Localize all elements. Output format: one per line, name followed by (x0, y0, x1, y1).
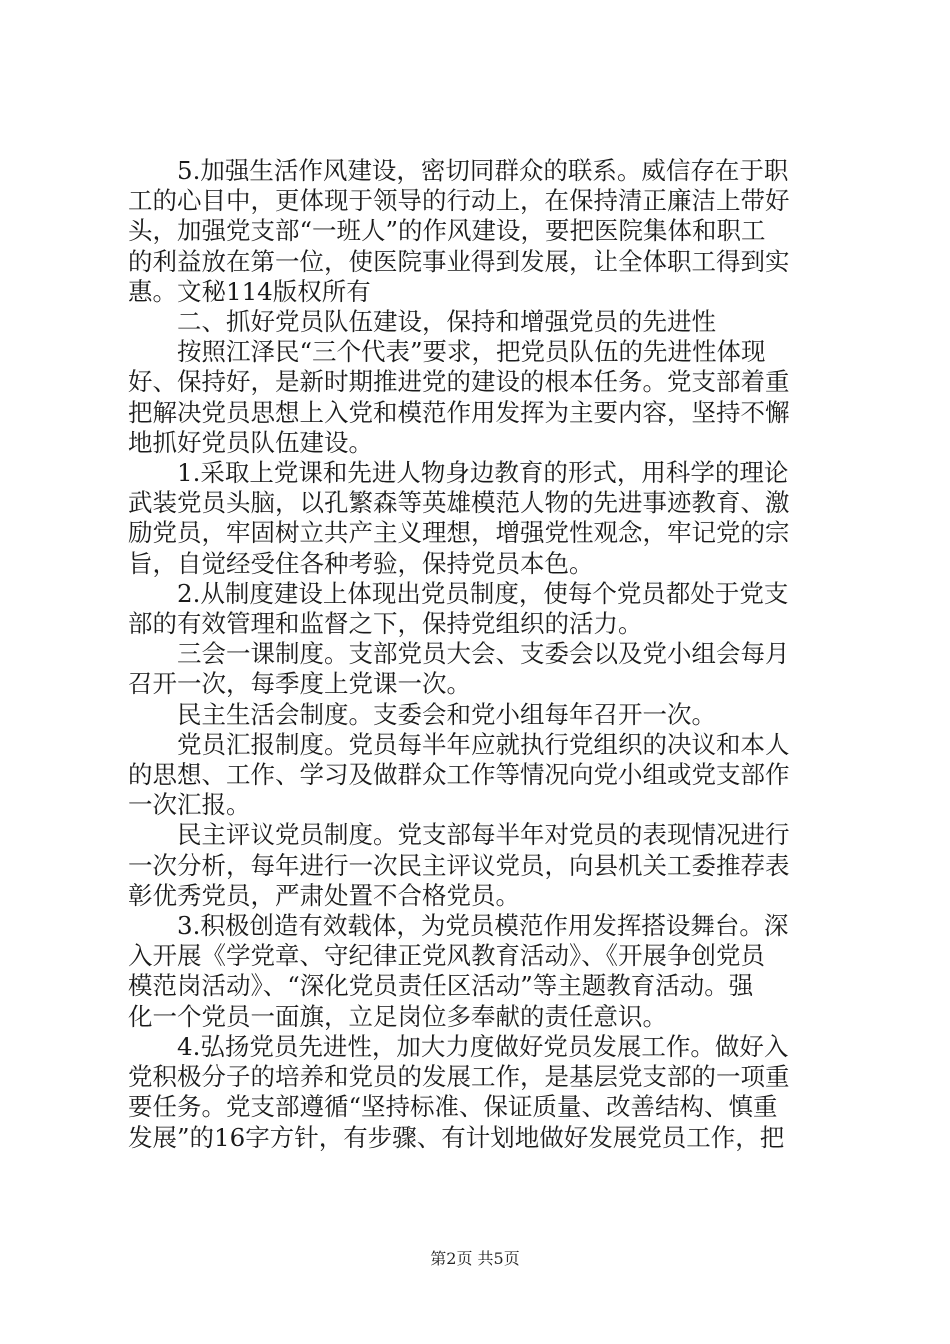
paragraph-three-represents: 按照江泽民“三个代表”要求，把党员队伍的先进性体现 好、保持好，是新时期推进党的建设的根本任务。党支部着重 把解决党员思想上入党和模范作用发挥为主要内容，坚持不懈 地抓好党员队伍建设。 (128, 337, 790, 457)
page-number-footer: 第2页 共5页 (430, 1249, 520, 1268)
document-body (128, 156, 812, 1153)
paragraph-democratic-review: 民主评议党员制度。党支部每半年对党员的表现情况进行 一次分析，每年进行一次民主评议党员，向县机关工委推荐表 彰优秀党员，严肃处置不合格党员。 (128, 820, 790, 910)
paragraph-three-meetings: 三会一课制度。支部党员大会、支委会以及党小组会每月 召开一次，每季度上党课一次。 (128, 639, 790, 699)
paragraph-lifestyle-building: 5.加强生活作风建设，密切同群众的联系。威信存在于职 工的心目中，更体现于领导的行动上，在保持清正廉洁上带好 头，加强党支部“一班人”的作风建设，要把医院集体和职工 的利益放在第一位，使医院事业得到发展，让全体职工得到实 惠。文秘114版权所有 (128, 156, 790, 306)
paragraph-item-2-system: 2.从制度建设上体现出党员制度，使每个党员都处于党支 部的有效管理和监督之下，保持党组织的活力。 (128, 578, 789, 639)
paragraph-item-1-education: 1.采取上党课和先进人物身边教育的形式，用科学的理论 武装党员头脑，以孔繁森等英雄模范人物的先进事迹教育、激 励党员，牢固树立共产主义理想，增强党性观念，牢记党的宗 旨，自觉经受住各种考验，保持党员本色。 (128, 458, 790, 578)
paragraph-report-system: 党员汇报制度。党员每半年应就执行党组织的决议和本人 的思想、工作、学习及做群众工作等情况向党小组或党支部作 一次汇报。 (128, 729, 790, 820)
paragraph-item-3-carrier: 3.积极创造有效载体，为党员模范作用发挥搭设舞台。深 入开展《学党章、守纪律正党风教育活动》、《开展争创党员 模范岗活动》、“深化党员责任区活动”等主题教育活动。强 化一个党员一面旗，立足岗位多奉献的责任意识。 (128, 911, 789, 1031)
paragraph-item-4-development: 4.弘扬党员先进性，加大力度做好党员发展工作。做好入 党积极分子的培养和党员的发展工作，是基层党支部的一项重 要任务。党支部遵循“坚持标准、保证质量、改善结构、慎重 发展”的16字方针，有步骤、有计划地做好发展党员工作，把 (128, 1031, 790, 1152)
section-heading-party-member-team: 二、抓好党员队伍建设，保持和增强党员的先进性 (177, 307, 716, 337)
paragraph-democratic-life: 民主生活会制度。支委会和党小组每年召开一次。 (177, 699, 716, 729)
